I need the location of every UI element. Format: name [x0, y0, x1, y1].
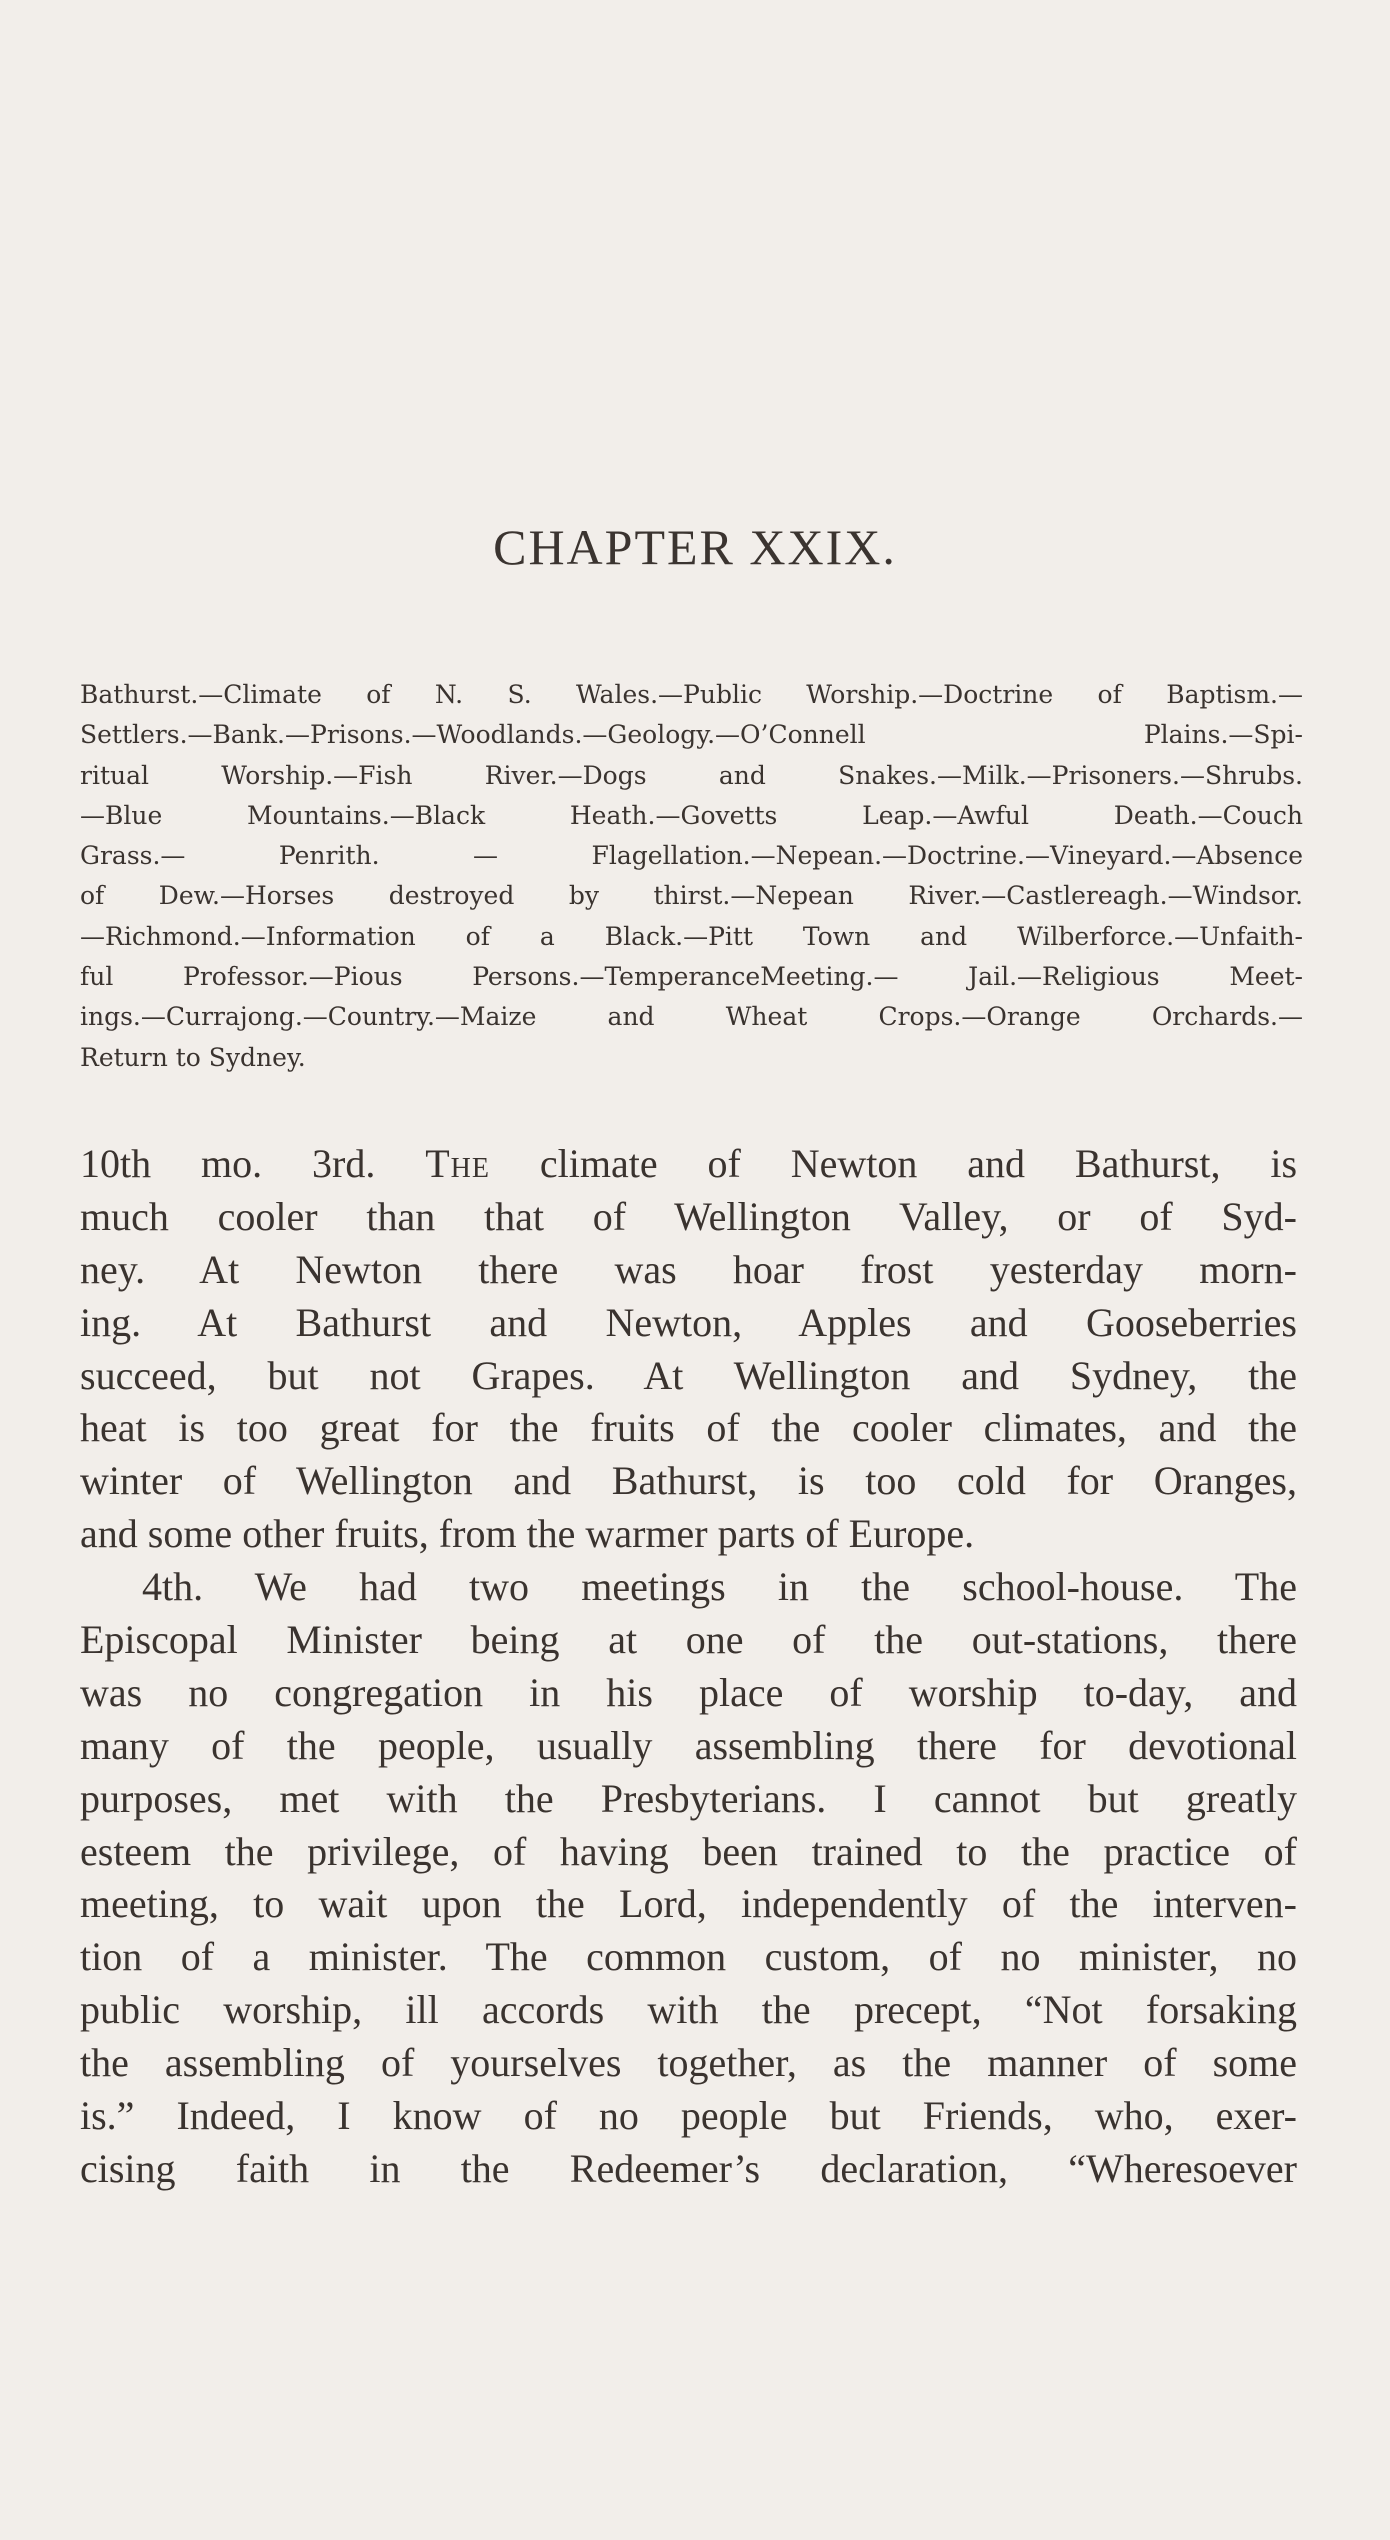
body-line: public worship, ill accords with the precept, “Not forsaking	[80, 1987, 1297, 2033]
body-line: was no congregation in his place of worship to-day, and	[80, 1669, 1297, 1715]
body-line: and some other fruits, from the warmer parts of Europe.	[80, 1511, 975, 1557]
body-line: ing. At Bathurst and Newton, Apples and Gooseberries	[80, 1299, 1297, 1345]
chapter-synopsis	[80, 675, 1303, 1078]
body-line: ney. At Newton there was hoar frost yesterday morn-	[80, 1246, 1297, 1292]
body-line: the assembling of yourselves together, as the manner of some	[80, 2040, 1297, 2086]
body-line: meeting, to wait upon the Lord, independently of the interven-	[80, 1881, 1297, 1927]
synopsis-line: —Blue Mountains.—Black Heath.—Govetts Leap.—Awful Death.—Couch	[80, 800, 1303, 830]
synopsis-line: —Richmond.—Information of a Black.—Pitt Town and Wilberforce.—Unfaith-	[80, 921, 1303, 951]
synopsis-line: Grass.— Penrith. — Flagellation.—Nepean.—Doctrine.—Vineyard.—Absence	[80, 841, 1303, 871]
body-line: heat is too great for the fruits of the cooler climates, and the	[80, 1405, 1297, 1451]
synopsis-line: ful Professor.—Pious Persons.—TemperanceMeeting.— Jail.—Religious Meet-	[80, 962, 1303, 992]
body-line: many of the people, usually assembling there for devotional	[80, 1722, 1297, 1768]
body-line: purposes, met with the Presbyterians. I cannot but greatly	[80, 1775, 1297, 1821]
body-line: esteem the privilege, of having been trained to the practice of	[80, 1828, 1297, 1874]
body-line: succeed, but not Grapes. At Wellington and Sydney, the	[80, 1352, 1297, 1398]
synopsis-line: of Dew.—Horses destroyed by thirst.—Nepean River.—Castlereagh.—Windsor.	[80, 881, 1303, 911]
body-line: winter of Wellington and Bathurst, is too cold for Oranges,	[80, 1458, 1297, 1504]
body-line: tion of a minister. The common custom, of no minister, no	[80, 1934, 1297, 1980]
body-line: cising faith in the Redeemer’s declaration, “Wheresoever	[80, 2145, 1297, 2191]
drop-word: The	[425, 1141, 491, 1186]
first-line-rest: climate of Newton and Bathurst, is	[539, 1141, 1298, 1186]
chapter-title: CHAPTER XXIX.	[493, 519, 897, 575]
entry-date: 10th mo. 3rd.	[80, 1141, 376, 1186]
body-line: is.” Indeed, I know of no people but Friends, who, exer-	[80, 2093, 1297, 2139]
body-line	[80, 1138, 1297, 1191]
synopsis-line: Settlers.—Bank.—Prisons.—Woodlands.—Geology.—O’Connell Plains.—Spi-	[80, 720, 1303, 750]
body-text	[80, 1138, 1297, 2196]
body-line: Episcopal Minister being at one of the out-stations, there	[80, 1617, 1297, 1663]
body-line: much cooler than that of Wellington Valley, or of Syd-	[80, 1193, 1297, 1239]
synopsis-line: Return to Sydney.	[80, 1042, 306, 1072]
synopsis-line: ings.—Currajong.—Country.—Maize and Wheat Crops.—Orange Orchards.—	[80, 1002, 1303, 1032]
synopsis-line: Bathurst.—Climate of N. S. Wales.—Public Worship.—Doctrine of Baptism.—	[80, 680, 1303, 709]
synopsis-line: ritual Worship.—Fish River.—Dogs and Snakes.—Milk.—Prisoners.—Shrubs.	[80, 760, 1303, 790]
body-line: 4th. We had two meetings in the school-house. The	[142, 1564, 1297, 1610]
